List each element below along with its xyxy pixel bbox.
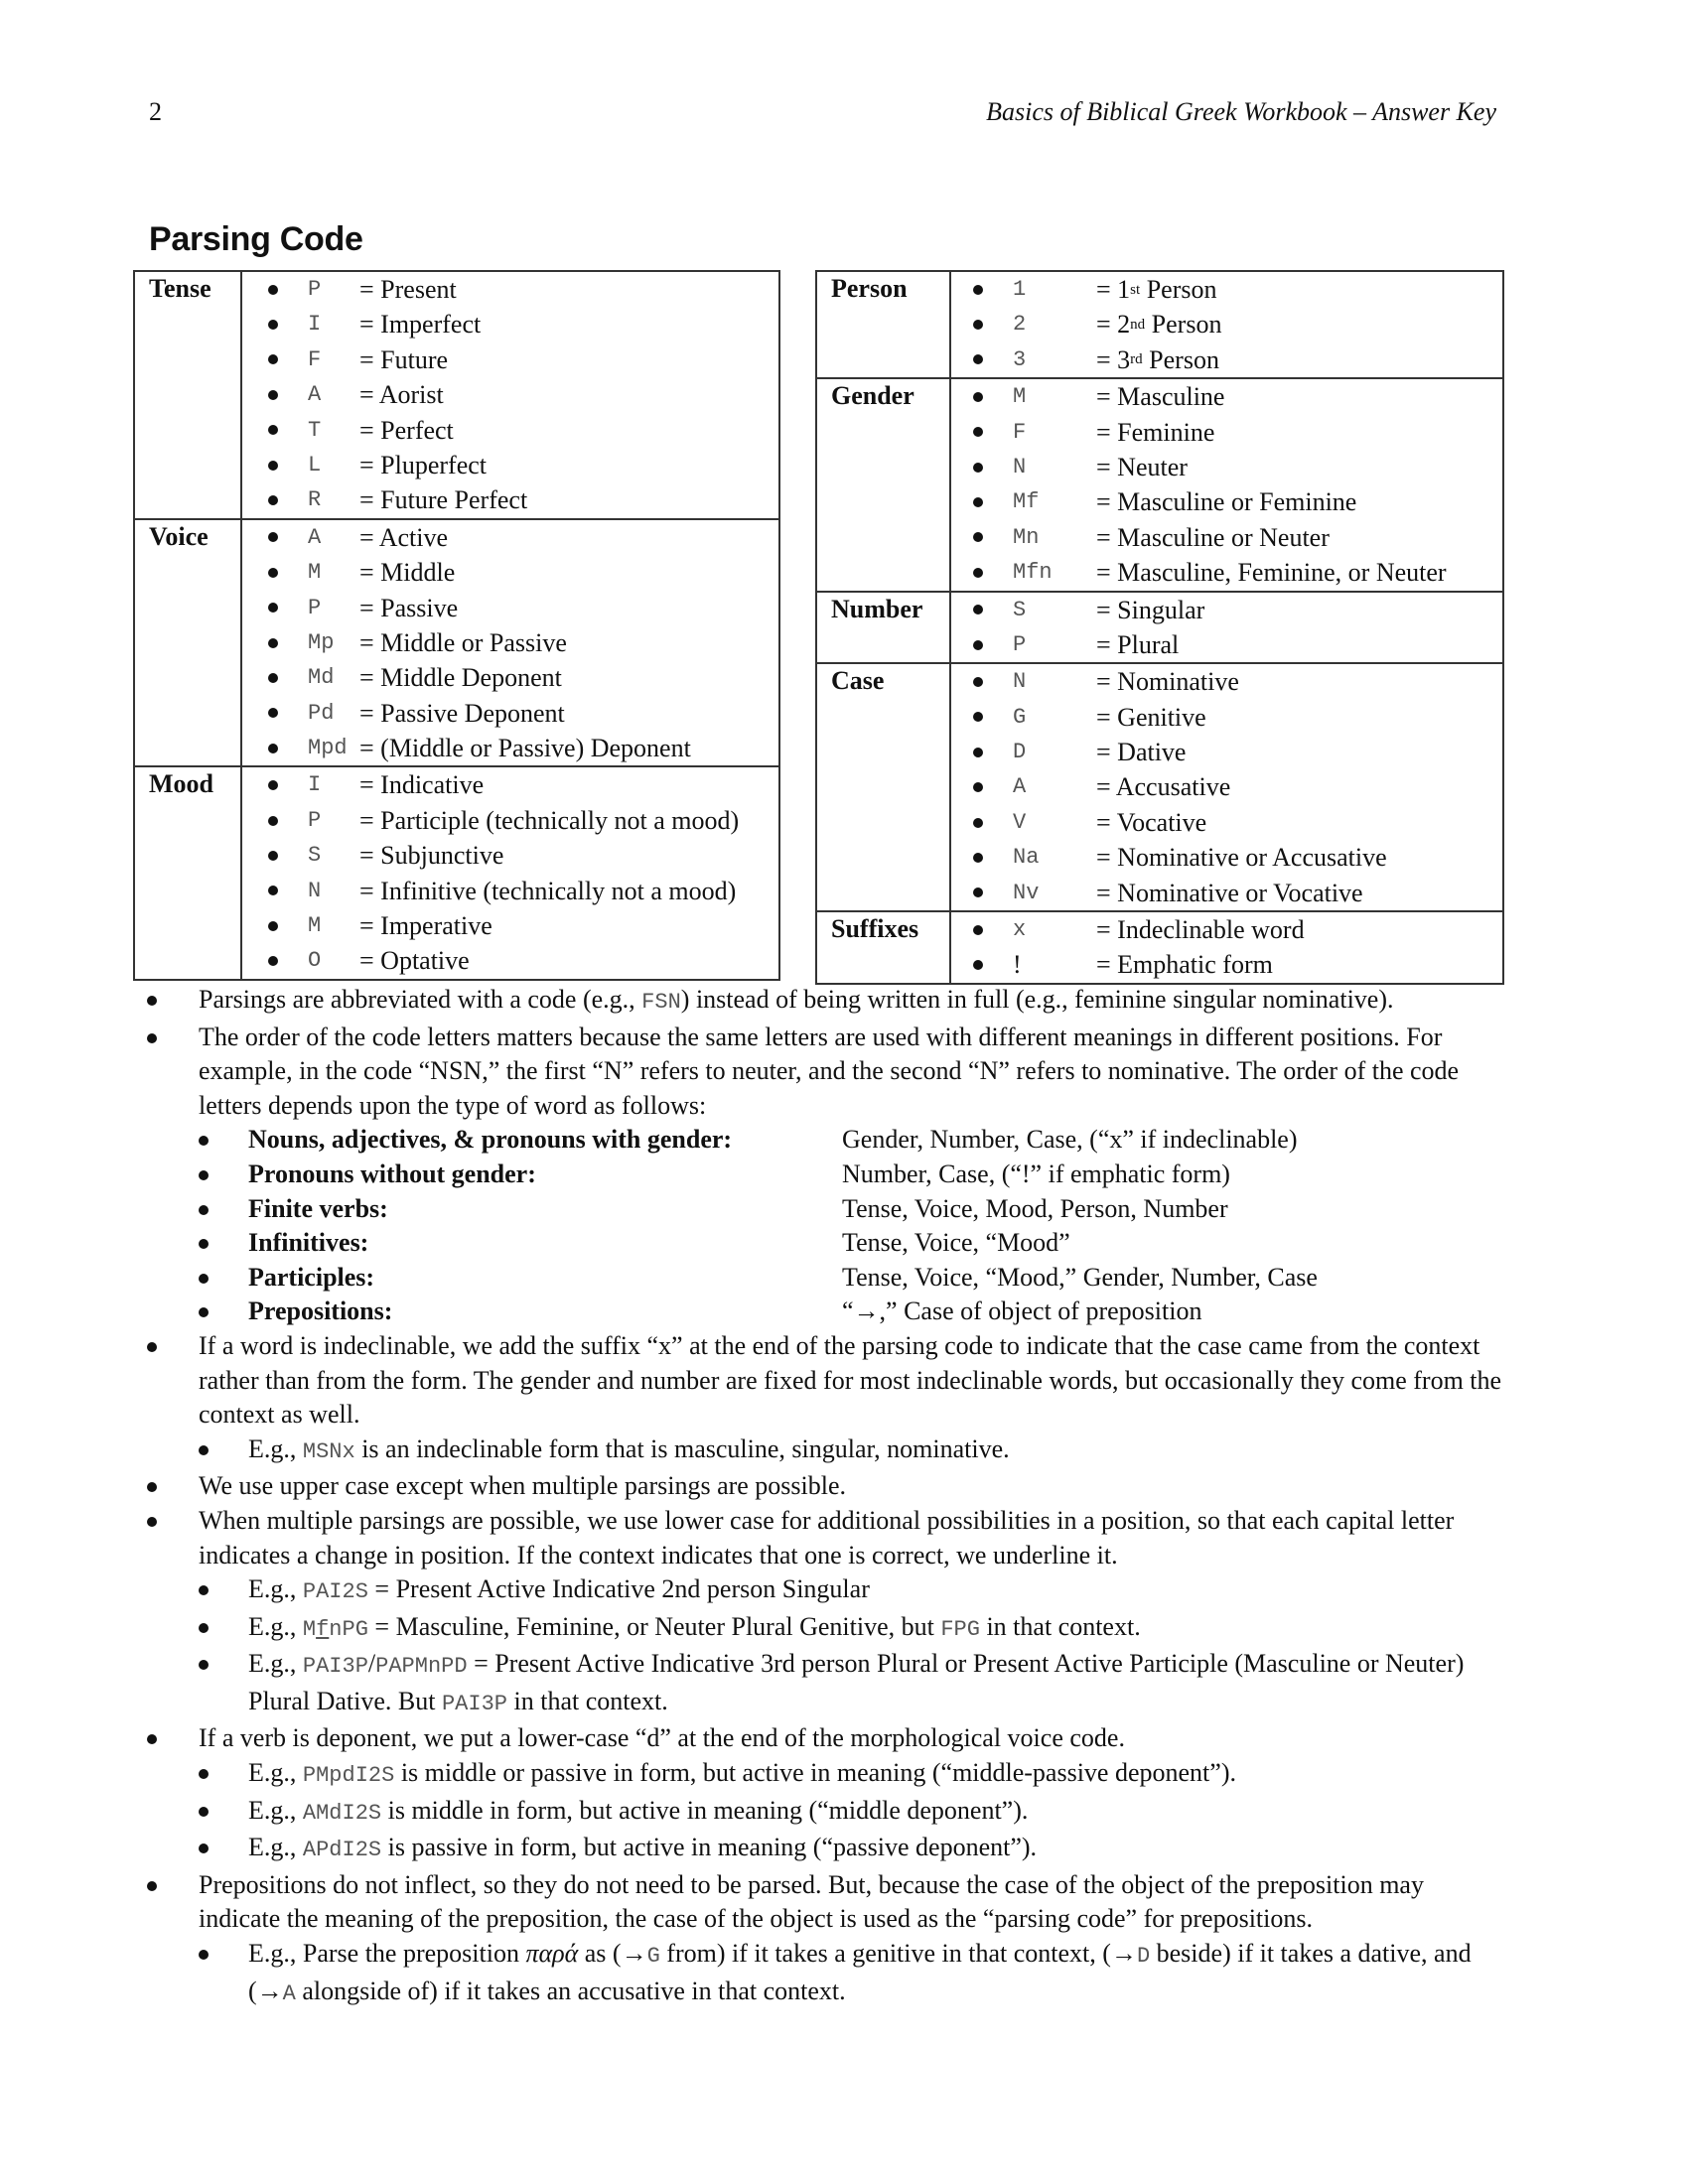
group-label: Mood: [134, 766, 241, 979]
bullet-icon: [973, 532, 983, 542]
running-header: Basics of Biblical Greek Workbook – Answer Key: [986, 97, 1496, 126]
bullet-icon: [268, 921, 278, 931]
code-meaning: = Nominative: [1096, 667, 1239, 697]
bullet-icon: [268, 285, 278, 295]
code-letter: A: [308, 524, 322, 550]
bullet-icon: [973, 640, 983, 650]
bullet-icon: [268, 780, 278, 790]
bullet-icon: [973, 712, 983, 722]
code-letter: Pd: [308, 700, 335, 726]
code-entry: [951, 415, 1502, 450]
code-meaning: = Participle (technically not a mood): [359, 805, 740, 835]
code-entry: [951, 735, 1502, 769]
word-type: Participles:: [248, 1262, 375, 1292]
code-letter: Mn: [1013, 524, 1040, 550]
parsing-table-verb: [133, 270, 780, 981]
code-entry: [951, 769, 1502, 804]
note-multiple-parsings: When multiple parsings are possible, we use lower case for additional possibilities in a position, so that each capital letter indicates a change in position. If the context indicates that one is correct, we underline it.: [0, 1504, 1688, 1572]
code-entry: 2 = 2 nd Person: [951, 307, 1502, 341]
bullet-icon: [268, 851, 278, 861]
note-prepositions: Prepositions do not inflect, so they do not need to be parsed. But, because the case of the object of the preposition may indicate the meaning of the preposition, the case of the object is used as the “parsing code” for prepositions.: [0, 1868, 1688, 1937]
note-indeclinable: If a word is indeclinable, we add the suffix “x” at the end of the parsing code to indicate that the case came from the context rather than from the form. The gender and number are fixed for most indeclinable words, but occasionally they come from the context as well.: [0, 1329, 1688, 1433]
code-letter: Na: [1013, 845, 1040, 871]
code-entry: [242, 413, 778, 448]
code-meaning: = Dative: [1096, 738, 1187, 767]
code-entry: [242, 943, 778, 978]
code-entry: [951, 947, 1502, 982]
code-entry: [242, 838, 778, 873]
group-label: Number: [816, 592, 950, 664]
code-letter: Mpd: [308, 736, 348, 761]
bullet-icon: [268, 603, 278, 613]
code-entry: [951, 484, 1502, 519]
code-meaning: = 1: [1096, 275, 1131, 304]
code-entry: [951, 876, 1502, 910]
code-letter: 1: [1013, 277, 1027, 302]
example-pmpdi2s: E.g., PMpdI2S is middle or passive in form, but active in meaning (“middle-passive deponent”).: [0, 1756, 1688, 1794]
note-abbreviation: Parsings are abbreviated with a code (e.g., FSN) instead of being written in full (e.g., feminine singular nominative).: [0, 983, 1688, 1021]
word-type: Finite verbs:: [248, 1193, 388, 1223]
code-letter: !: [1013, 950, 1022, 980]
example-pai3p: E.g., PAI3P/PAPMnPD = Present Active Indicative 3rd person Plural or Present Active Participle (Masculine or Neuter) Plural Dative. But PAI3P in that context.: [0, 1647, 1688, 1721]
bullet-icon: [973, 392, 983, 402]
table-group-gender: [816, 378, 1503, 591]
code-entry: [242, 307, 778, 341]
order-item: [0, 1295, 1688, 1329]
section-title: Parsing Code: [149, 220, 363, 258]
word-type: Pronouns without gender:: [248, 1159, 536, 1188]
table-group-tense: [134, 271, 779, 519]
code-letter: I: [308, 312, 322, 338]
example-mfnpg: E.g., MfnPG = Masculine, Feminine, or Neuter Plural Genitive, but FPG in that context.: [0, 1610, 1688, 1648]
code-meaning: = Indeclinable word: [1096, 915, 1305, 945]
code-meaning: = Nominative or Accusative: [1096, 843, 1387, 873]
bullet-icon: [973, 497, 983, 507]
bullet-icon: [973, 427, 983, 437]
code-meaning: = Passive: [359, 593, 459, 622]
table-group-suffixes: [816, 911, 1503, 984]
code-meaning: = Masculine, Feminine, or Neuter: [1096, 558, 1447, 588]
bullet-icon: [973, 960, 983, 970]
code-meaning: = Plural: [1096, 629, 1180, 659]
code-entry: [242, 482, 778, 517]
code-entry: [242, 874, 778, 908]
code-letter: O: [308, 948, 322, 974]
group-items: [950, 592, 1503, 664]
code-letter: G: [1013, 704, 1027, 730]
code-entry: [951, 555, 1502, 590]
bullet-icon: [973, 285, 983, 295]
code-letter: M: [1013, 384, 1027, 410]
code-meaning: = Future Perfect: [359, 485, 528, 515]
group-label: Suffixes: [816, 911, 950, 984]
bullet-icon: [973, 782, 983, 792]
bullet-icon: [268, 673, 278, 683]
group-items: [241, 766, 779, 979]
code-entry: [951, 805, 1502, 840]
code-letter: A: [308, 382, 322, 408]
code-entry: [951, 664, 1502, 699]
parsing-table-noun: [815, 270, 1504, 985]
code-entry: [951, 593, 1502, 627]
code-letter: 2: [1013, 312, 1027, 338]
code-meaning: = Aorist: [359, 380, 444, 410]
note-deponent: If a verb is deponent, we put a lower-case “d” at the end of the morphological voice code.: [0, 1721, 1688, 1756]
code-meaning: = Imperfect: [359, 310, 482, 340]
code-meaning: = (Middle or Passive) Deponent: [359, 734, 691, 763]
bullet-icon: [268, 495, 278, 505]
code-meaning: = Nominative or Vocative: [1096, 878, 1363, 907]
code-letter: Mf: [1013, 489, 1040, 515]
code-letter: S: [308, 843, 322, 869]
bullet-icon: [973, 568, 983, 578]
code-meaning: = Vocative: [1096, 807, 1207, 837]
code-letter: N: [308, 878, 322, 903]
table-group-number: [816, 592, 1503, 664]
code-letter: P: [308, 595, 322, 620]
bullet-icon: [268, 390, 278, 400]
bullet-icon: [973, 925, 983, 935]
note-upper-case: We use upper case except when multiple parsings are possible.: [0, 1469, 1688, 1504]
code-meaning: = Future: [359, 344, 449, 374]
code-letter: N: [1013, 454, 1027, 479]
order-item: [0, 1123, 1688, 1158]
code-letter: Mp: [308, 629, 335, 655]
code-entry: [242, 803, 778, 838]
code-entry: [951, 379, 1502, 414]
word-type: Nouns, adjectives, & pronouns with gender:: [248, 1125, 733, 1155]
code-letter: Md: [308, 665, 335, 691]
code-entry: [951, 700, 1502, 735]
code-letter: P: [308, 277, 322, 302]
code-entry: [242, 908, 778, 943]
code-meaning: = Middle: [359, 558, 456, 588]
example-para: E.g., Parse the preposition παρά as (→G from) if it takes a genitive in that context, (→D beside) if it takes a dative, and (→A alongside of) if it takes an accusative in that context.: [0, 1937, 1688, 2011]
code-meaning: = Optative: [359, 946, 470, 976]
code-meaning-rest: Person: [1145, 310, 1222, 340]
code-entry: [951, 450, 1502, 484]
word-type: Infinitives:: [248, 1228, 369, 1258]
code-entry: [242, 377, 778, 412]
code-letter: 3: [1013, 346, 1027, 372]
bullet-icon: [973, 677, 983, 687]
code-meaning: = Masculine: [1096, 382, 1225, 412]
bullet-icon: [268, 425, 278, 435]
code-letter: I: [308, 772, 322, 798]
code-meaning: = 2: [1096, 310, 1131, 340]
code-entry: [242, 660, 778, 695]
bullet-icon: [973, 748, 983, 757]
code-meaning: = Indicative: [359, 770, 485, 800]
code-meaning: = Emphatic form: [1096, 950, 1273, 980]
note-order: The order of the code letters matters because the same letters are used with different meanings in different positions. For example, in the code “NSN,” the first “N” refers to neuter, and the second “N” refers to nominative. The order of the code letters depends upon the type of word as follows:: [0, 1021, 1688, 1124]
code-meaning: = Imperative: [359, 911, 492, 941]
code-letter: R: [308, 487, 322, 513]
code-entry: 1 = 1 st Person: [951, 272, 1502, 307]
group-label: Case: [816, 663, 950, 911]
code-letter: N: [1013, 669, 1027, 695]
group-label: Person: [816, 271, 950, 378]
order-item: [0, 1158, 1688, 1192]
group-label: Gender: [816, 378, 950, 591]
code-order: “→,” Case of object of preposition: [842, 1297, 1202, 1326]
bullet-icon: [973, 320, 983, 330]
code-letter: L: [308, 452, 322, 478]
example-pai2s: E.g., PAI2S = Present Active Indicative 2nd person Singular: [0, 1572, 1688, 1610]
code-meaning: = Feminine: [1096, 417, 1215, 447]
bullet-icon: [973, 463, 983, 473]
code-order: Tense, Voice, Mood, Person, Number: [842, 1193, 1228, 1223]
code-meaning: = Present: [359, 275, 457, 304]
bullet-icon: [268, 461, 278, 471]
code-entry: [951, 520, 1502, 555]
bullet-icon: [268, 320, 278, 330]
code-meaning: = Middle or Passive: [359, 627, 567, 657]
code-meaning: = Neuter: [1096, 452, 1188, 481]
code-entry: [242, 767, 778, 802]
bullet-icon: [268, 816, 278, 826]
order-item: [0, 1192, 1688, 1227]
bullet-icon: [268, 744, 278, 753]
code-order: Tense, Voice, “Mood”: [842, 1228, 1070, 1258]
table-group-person: [816, 271, 1503, 378]
code-entry: [242, 555, 778, 590]
table-group-mood: [134, 766, 779, 979]
group-label: Tense: [134, 271, 241, 519]
code-letter: T: [308, 417, 322, 443]
code-letter: M: [308, 913, 322, 939]
order-item: [0, 1226, 1688, 1261]
code-letter: S: [1013, 597, 1027, 622]
bullet-icon: [973, 605, 983, 614]
code-meaning: = 3: [1096, 344, 1131, 374]
code-meaning: = Genitive: [1096, 702, 1206, 732]
code-entry: [242, 625, 778, 660]
example-amdi2s: E.g., AMdI2S is middle in form, but active in meaning (“middle deponent”).: [0, 1794, 1688, 1832]
code-entry: [951, 840, 1502, 875]
bullet-icon: [973, 354, 983, 364]
code-meaning: = Infinitive (technically not a mood): [359, 876, 737, 905]
group-items: [241, 271, 779, 519]
code-meaning: = Pluperfect: [359, 450, 488, 479]
code-letter: P: [1013, 631, 1027, 657]
word-type: Prepositions:: [248, 1297, 393, 1326]
code-order: Gender, Number, Case, (“x” if indeclinable): [842, 1125, 1298, 1155]
table-group-case: [816, 663, 1503, 911]
page-number: 2: [149, 97, 162, 126]
group-items: [950, 911, 1503, 984]
code-entry: [951, 627, 1502, 662]
bullet-icon: [268, 568, 278, 578]
code-letter: V: [1013, 809, 1027, 835]
code-letter: D: [1013, 740, 1027, 765]
bullet-icon: [268, 708, 278, 718]
group-items: [241, 519, 779, 767]
code-letter: P: [308, 807, 322, 833]
bullet-icon: [973, 853, 983, 863]
group-label: Voice: [134, 519, 241, 767]
code-meaning: = Passive Deponent: [359, 698, 565, 728]
example-apdi2s: E.g., APdI2S is passive in form, but active in meaning (“passive deponent”).: [0, 1831, 1688, 1868]
code-meaning: = Subjunctive: [359, 841, 504, 871]
code-meaning: = Masculine or Feminine: [1096, 487, 1357, 517]
code-meaning: = Perfect: [359, 415, 454, 445]
bullet-icon: [268, 532, 278, 542]
group-items: [950, 378, 1503, 591]
example-indeclinable: E.g., MSNx is an indeclinable form that is masculine, singular, nominative.: [0, 1433, 1688, 1470]
code-meaning: = Accusative: [1096, 772, 1231, 802]
code-letter: F: [308, 346, 322, 372]
code-entry: [242, 696, 778, 731]
bullet-icon: [973, 818, 983, 828]
table-group-voice: [134, 519, 779, 767]
code-entry: [242, 272, 778, 307]
code-meaning: = Singular: [1096, 595, 1205, 624]
code-letter: M: [308, 560, 322, 586]
bullet-icon: [268, 886, 278, 895]
code-order: Tense, Voice, “Mood,” Gender, Number, Case: [842, 1262, 1318, 1292]
code-entry: 3 = 3 rd Person: [951, 342, 1502, 377]
code-meaning: = Active: [359, 522, 449, 552]
order-list: [0, 1123, 1688, 1329]
code-letter: x: [1013, 917, 1027, 943]
code-meaning: = Middle Deponent: [359, 663, 562, 693]
code-letter: F: [1013, 419, 1027, 445]
code-letter: A: [1013, 774, 1027, 800]
code-entry: [951, 912, 1502, 947]
code-entry: [242, 342, 778, 377]
code-letter: Nv: [1013, 880, 1040, 905]
bullet-icon: [268, 956, 278, 966]
code-meaning: = Masculine or Neuter: [1096, 522, 1330, 552]
code-meaning-rest: Person: [1140, 275, 1217, 304]
code-meaning-rest: Person: [1142, 344, 1219, 374]
code-order: Number, Case, (“!” if emphatic form): [842, 1159, 1230, 1188]
code-entry: [242, 591, 778, 625]
notes-list: [0, 983, 1688, 2011]
order-item: [0, 1261, 1688, 1296]
code-entry: [242, 731, 778, 765]
group-items: [950, 663, 1503, 911]
code-entry: [242, 448, 778, 482]
group-items: [950, 271, 1503, 378]
bullet-icon: [268, 638, 278, 648]
code-entry: [242, 520, 778, 555]
bullet-icon: [973, 887, 983, 897]
bullet-icon: [268, 354, 278, 364]
code-letter: Mfn: [1013, 560, 1053, 586]
